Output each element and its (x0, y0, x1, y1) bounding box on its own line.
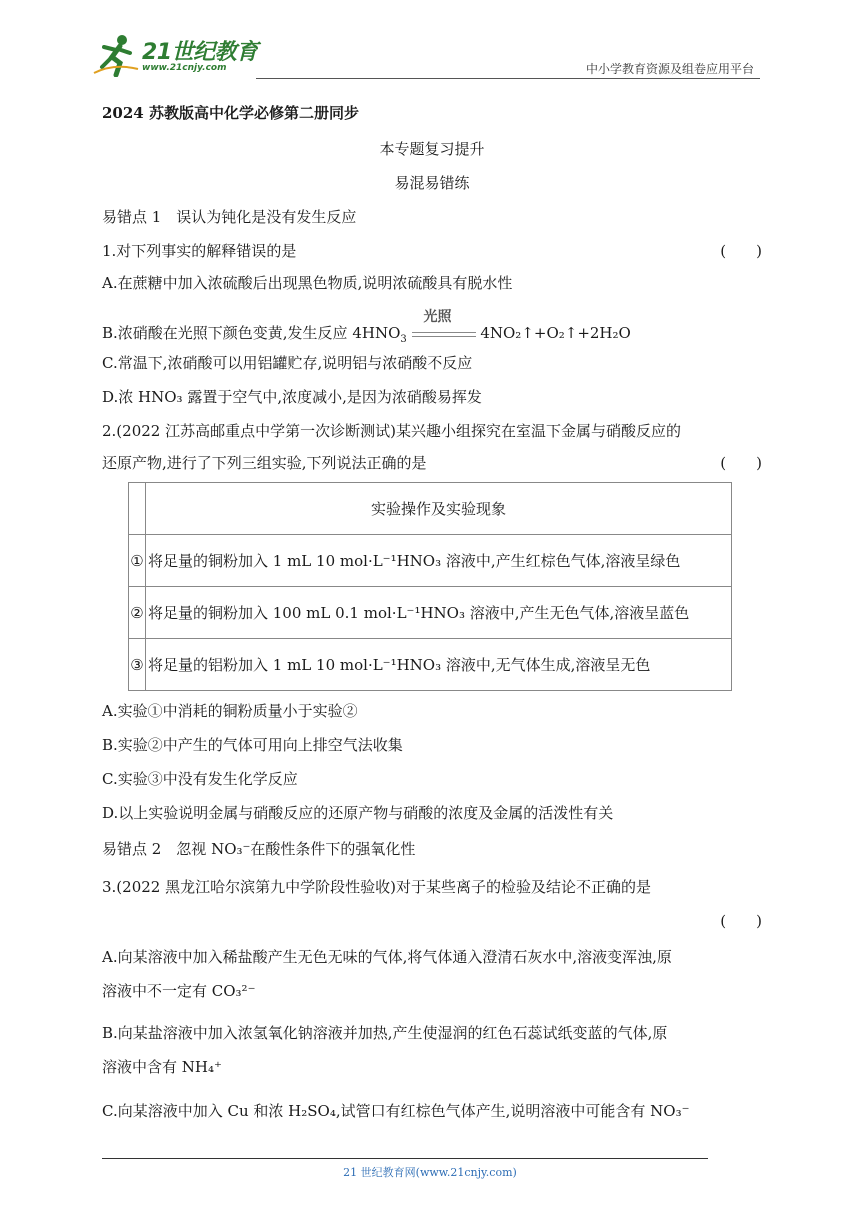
q1-option-a: A.在蔗糖中加入浓硫酸后出现黑色物质,说明浓硫酸具有脱水性 (102, 274, 513, 292)
q2-option-d: D.以上实验说明金属与硝酸反应的还原产物与硝酸的浓度及金属的活泼性有关 (102, 804, 614, 822)
footer-text: 21 世纪教育网(www.21cnjy.com) (343, 1166, 517, 1179)
answer-bracket: ( ) (720, 242, 762, 260)
q3-option-a-line1: A.向某溶液中加入稀盐酸产生无色无味的气体,将气体通入澄清石灰水中,溶液变浑浊,原 (102, 948, 672, 966)
site-logo (92, 33, 262, 79)
footer-divider (102, 1158, 708, 1159)
error-point-1: 易错点 1 误认为钝化是没有发生反应 (102, 208, 357, 226)
answer-bracket: ( ) (720, 454, 762, 472)
row-text: 将足量的铝粉加入 1 mL 10 mol·L⁻¹HNO₃ 溶液中,无气体生成,溶液呈无色 (146, 639, 732, 691)
q3-option-c: C.向某溶液中加入 Cu 和浓 H₂SO₄,试管口有红棕色气体产生,说明溶液中可能含有 NO₃⁻ (102, 1102, 690, 1120)
table-header-row (129, 483, 732, 535)
q1-option-b: B.浓硝酸在光照下颜色变黄,发生反应 $4HNO_3$ 光照 4NO₂↑+O₂↑+2H₂O (102, 322, 762, 351)
runner-icon (92, 33, 140, 77)
section-title: 本专题复习提升 (379, 140, 485, 158)
row-number: ① (129, 535, 146, 587)
question-2-stem-line2 (102, 452, 762, 474)
question-2-text: 还原产物,进行了下列三组实验,下列说法正确的是 (102, 454, 427, 472)
table-header-blank (129, 483, 146, 535)
question-2-stem-line1: 2.(2022 江苏高邮重点中学第一次诊断测试)某兴趣小组探究在室温下金属与硝酸反应的 (102, 422, 681, 440)
page-header (0, 0, 860, 90)
table-row (129, 535, 732, 587)
q2-option-a: A.实验①中消耗的铜粉质量小于实验② (102, 702, 358, 720)
table-row (129, 639, 732, 691)
logo-text: 21世纪教育 (142, 40, 258, 65)
document-title: 2024 苏教版高中化学必修第二册同步 (102, 104, 359, 122)
header-platform-text: 中小学教育资源及组卷应用平台 (585, 62, 754, 76)
q1-option-b-products: 4NO₂↑+O₂↑+2H₂O (480, 324, 631, 342)
q1-option-c: C.常温下,浓硝酸可以用铝罐贮存,说明铝与浓硝酸不反应 (102, 354, 473, 372)
logo-url: www.21cnjy.com (142, 63, 227, 73)
row-number: ③ (129, 639, 146, 691)
reaction-condition: 光照 (423, 309, 452, 325)
row-text: 将足量的铜粉加入 100 mL 0.1 mol·L⁻¹HNO₃ 溶液中,产生无色气体,溶液呈蓝色 (146, 587, 732, 639)
question-1-stem (102, 240, 762, 262)
question-3-stem: 3.(2022 黑龙江哈尔滨第九中学阶段性验收)对于某些离子的检验及结论不正确的是 (102, 878, 651, 896)
q1-option-d: D.浓 HNO₃ 露置于空气中,浓度减小,是因为浓硝酸易挥发 (102, 388, 482, 406)
row-text: 将足量的铜粉加入 1 mL 10 mol·L⁻¹HNO₃ 溶液中,产生红棕色气体,溶液呈绿色 (146, 535, 732, 587)
q3-option-a-line2: 溶液中不一定有 CO₃²⁻ (102, 982, 256, 1000)
question-1-text: 1.对下列事实的解释错误的是 (102, 242, 297, 260)
header-divider (256, 78, 760, 79)
experiment-table (128, 482, 732, 691)
sub-title: 易混易错练 (394, 174, 470, 192)
q1-option-b-prefix: B.浓硝酸在光照下颜色变黄,发生反应 4HNO (102, 324, 401, 342)
error-point-2: 易错点 2 忽视 NO₃⁻在酸性条件下的强氧化性 (102, 840, 416, 858)
q2-option-c: C.实验③中没有发生化学反应 (102, 770, 298, 788)
row-number: ② (129, 587, 146, 639)
table-row (129, 587, 732, 639)
q3-option-b-line1: B.向某盐溶液中加入浓氢氧化钠溶液并加热,产生使湿润的红色石蕊试纸变蓝的气体,原 (102, 1024, 668, 1042)
q3-option-b-line2: 溶液中含有 NH₄⁺ (102, 1058, 222, 1076)
answer-bracket: ( ) (720, 912, 762, 930)
table-header-cell: 实验操作及实验现象 (146, 483, 732, 535)
q2-option-b: B.实验②中产生的气体可用向上排空气法收集 (102, 736, 403, 754)
reaction-arrow (412, 309, 476, 342)
